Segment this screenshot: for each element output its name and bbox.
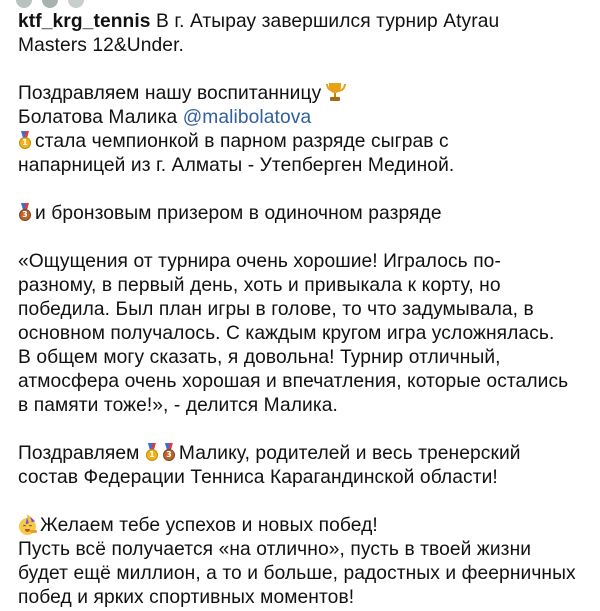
username-link[interactable]: ktf_krg_tennis: [18, 11, 151, 32]
spacer: [18, 418, 584, 442]
caption-intro-line-1: [18, 10, 584, 34]
congrats-line-1: [18, 82, 584, 106]
bronze-medal-icon: 3: [18, 203, 32, 221]
quote-line: разному, в первый день, хоть и привыкала к корту, но: [18, 275, 501, 296]
thanks-text: Малику, родителей и весь тренерский: [178, 443, 521, 464]
thanks-line-1: [18, 442, 584, 466]
wish-line-1: [18, 514, 584, 538]
congrats-text: Поздравляем нашу воспитанницу: [18, 83, 322, 104]
quote-line: основном получалось. С каждым кругом игра усложнялась.: [18, 323, 555, 344]
quote-line: «Ощущения от турнира очень хорошие! Игралось по-: [18, 251, 501, 272]
wish-line: будет ещё миллион, а то и больше, радостных и феерничных: [18, 563, 576, 584]
quote-line: атмосфера очень хорошая и впечатления, которые остались: [18, 371, 569, 392]
party-face-icon: [18, 515, 38, 535]
avatar: [40, 0, 60, 10]
gold-medal-icon: 1: [145, 443, 159, 461]
thanks-line-2: состав Федерации Тенниса Карагандинской области!: [18, 467, 498, 488]
trophy-icon: [325, 82, 345, 102]
mention-link[interactable]: @malibolatova: [182, 107, 312, 128]
doubles-text: стала чемпионкой в парном разряде сыграв с: [35, 131, 449, 152]
spacer: [18, 226, 584, 250]
bronze-medal-icon: 3: [162, 443, 176, 461]
congrats-line-2: [18, 106, 584, 130]
spacer: [18, 58, 584, 82]
quote-line: в памяти тоже!», - делится Малика.: [18, 395, 338, 416]
spacer: [18, 178, 584, 202]
intro-text: В г. Атырау завершился турнир Atyrau: [156, 11, 500, 32]
singles-text: и бронзовым призером в одиночном разряде: [35, 203, 442, 224]
doubles-line-1: [18, 130, 584, 154]
avatar: [66, 0, 86, 10]
wish-line: побед и ярких спортивных моментов!: [18, 587, 355, 608]
gold-medal-icon: 1: [18, 131, 32, 149]
athlete-name: Болатова Малика: [18, 107, 178, 128]
quote-line: победила. Был план игры в голове, то что задумывала, в: [18, 299, 534, 320]
post-caption: [18, 10, 584, 610]
quote-line: В общем могу сказать, я довольна! Турнир отличный,: [18, 347, 501, 368]
avatar: [14, 0, 34, 10]
wish-text: Желаем тебе успехов и новых побед!: [40, 515, 378, 536]
caption-intro-line-2: Masters 12&Under.: [18, 35, 184, 56]
singles-line: [18, 202, 584, 226]
doubles-line-2: напарницей из г. Алматы - Утепберген Мединой.: [18, 155, 455, 176]
liked-by-avatars: [14, 0, 84, 6]
wish-line: Пусть всё получается «на отлично», пусть в твоей жизни: [18, 539, 532, 560]
spacer: [18, 490, 584, 514]
thanks-prefix: Поздравляем: [18, 443, 140, 464]
